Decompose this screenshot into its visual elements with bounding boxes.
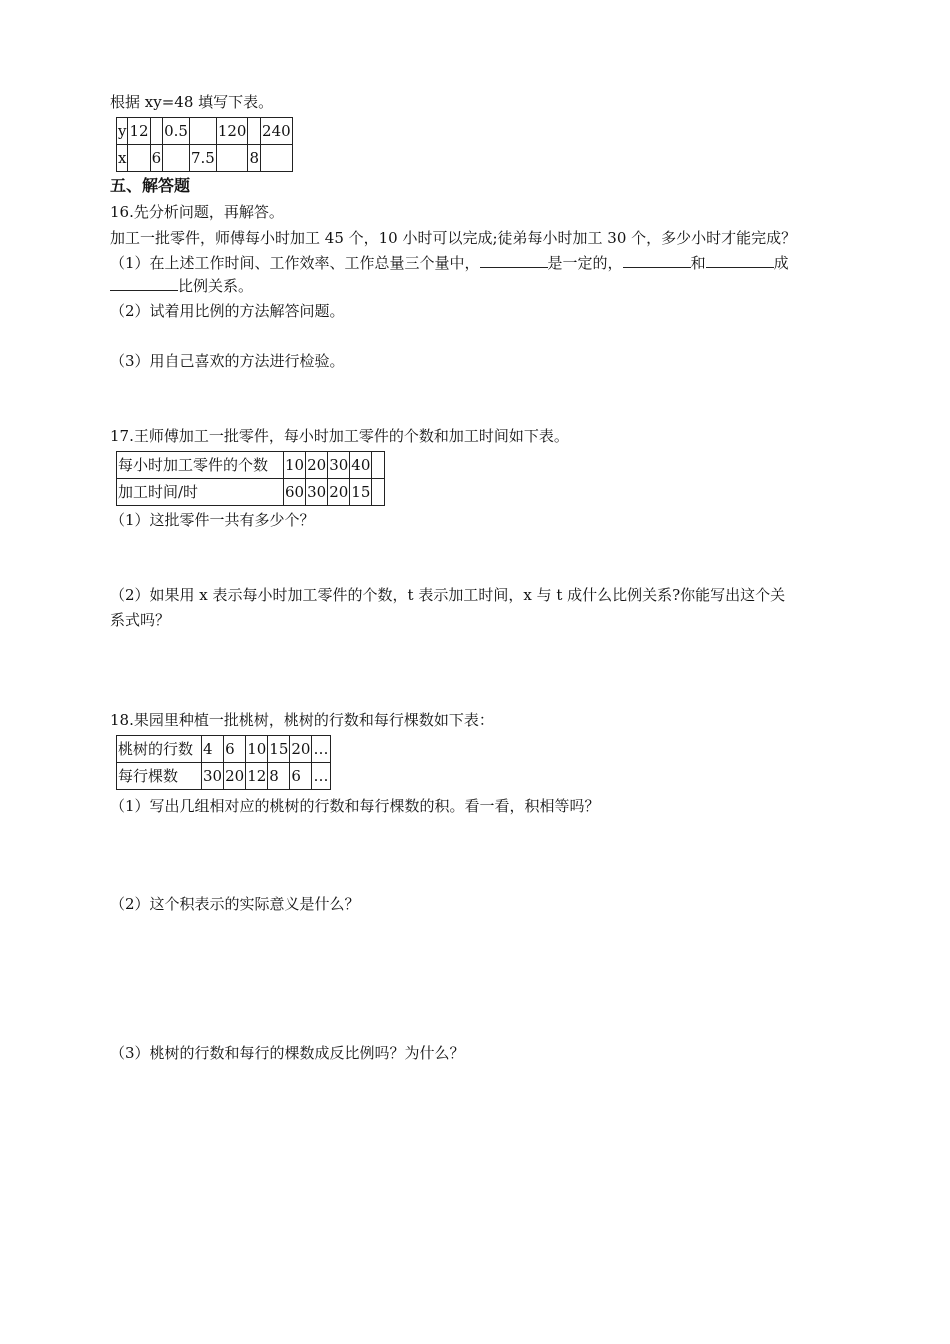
table-cell: 240 bbox=[261, 118, 293, 145]
xy-table bbox=[116, 117, 293, 172]
table-cell bbox=[248, 118, 261, 145]
table-cell: 20 bbox=[306, 452, 328, 479]
table-cell bbox=[261, 145, 293, 172]
table-cell: 每小时加工零件的个数 bbox=[117, 452, 284, 479]
table-cell bbox=[163, 145, 190, 172]
table-cell: 6 bbox=[224, 736, 246, 763]
section-title: 五、解答题 bbox=[110, 176, 191, 195]
table-cell: 6 bbox=[150, 145, 163, 172]
q18-part1: （1）写出几组相对应的桃树的行数和每行棵数的积。看一看，积相等吗？ bbox=[110, 797, 600, 815]
table-cell bbox=[128, 145, 150, 172]
q18-part2: （2）这个积表示的实际意义是什么？ bbox=[110, 895, 360, 913]
table-row bbox=[117, 145, 293, 172]
table-cell: 30 bbox=[306, 479, 328, 506]
table-row bbox=[117, 452, 385, 479]
table-cell bbox=[189, 118, 216, 145]
table-cell: 6 bbox=[290, 763, 312, 790]
q17-title: 17.王师傅加工一批零件，每小时加工零件的个数和加工时间如下表。 bbox=[110, 427, 569, 445]
table-cell: 20 bbox=[328, 479, 350, 506]
q16-part1-text-e: 比例关系。 bbox=[178, 277, 254, 295]
answer-blank[interactable] bbox=[480, 253, 548, 268]
table-cell: x bbox=[117, 145, 128, 172]
table-cell bbox=[216, 145, 248, 172]
q18-table bbox=[116, 735, 331, 790]
table-cell: 加工时间/时 bbox=[117, 479, 284, 506]
q16-problem: 加工一批零件，师傅每小时加工 45 个，10 小时可以完成;徒弟每小时加工 30 个，多少小时才能完成？ bbox=[110, 229, 797, 247]
table-cell: 15 bbox=[268, 736, 290, 763]
table-row bbox=[117, 736, 331, 763]
q16-part1-text-d: 成 bbox=[773, 254, 789, 272]
table-cell: 12 bbox=[246, 763, 268, 790]
q16-part1-text-c: 和 bbox=[690, 254, 706, 272]
table-cell: 10 bbox=[246, 736, 268, 763]
q16-part1-line1 bbox=[110, 253, 789, 273]
answer-blank[interactable] bbox=[110, 276, 178, 291]
table-row bbox=[117, 118, 293, 145]
q17-table bbox=[116, 451, 385, 506]
table-cell: 0.5 bbox=[163, 118, 190, 145]
table-cell: 7.5 bbox=[189, 145, 216, 172]
table-cell: … bbox=[312, 763, 331, 790]
table-cell: 10 bbox=[284, 452, 306, 479]
table-cell: 30 bbox=[202, 763, 224, 790]
intro-text: 根据 xy=48 填写下表。 bbox=[110, 93, 274, 111]
q16-part1-text-a: （1）在上述工作时间、工作效率、工作总量三个量中， bbox=[110, 254, 480, 272]
table-cell: … bbox=[312, 736, 331, 763]
q16-part1-text-b: 是一定的， bbox=[547, 254, 623, 272]
table-cell: y bbox=[117, 118, 128, 145]
table-cell: 8 bbox=[248, 145, 261, 172]
table-cell: 桃树的行数 bbox=[117, 736, 202, 763]
table-cell: 120 bbox=[216, 118, 248, 145]
q16-title: 16.先分析问题，再解答。 bbox=[110, 203, 284, 221]
q17-part2-line1: （2）如果用 x 表示每小时加工零件的个数，t 表示加工时间，x 与 t 成什么比例关系?你能写出这个关 bbox=[110, 586, 786, 604]
q18-title: 18.果园里种植一批桃树，桃树的行数和每行棵数如下表： bbox=[110, 711, 494, 729]
q16-part2: （2）试着用比例的方法解答问题。 bbox=[110, 302, 345, 320]
q18-part3: （3）桃树的行数和每行的棵数成反比例吗？为什么？ bbox=[110, 1044, 465, 1062]
table-cell: 8 bbox=[268, 763, 290, 790]
table-cell: 12 bbox=[128, 118, 150, 145]
table-cell: 30 bbox=[328, 452, 350, 479]
table-cell: 40 bbox=[350, 452, 372, 479]
table-cell bbox=[372, 452, 385, 479]
table-cell: 60 bbox=[284, 479, 306, 506]
table-row bbox=[117, 479, 385, 506]
table-row bbox=[117, 763, 331, 790]
table-cell: 15 bbox=[350, 479, 372, 506]
table-cell: 20 bbox=[290, 736, 312, 763]
table-cell bbox=[372, 479, 385, 506]
table-cell: 4 bbox=[202, 736, 224, 763]
answer-blank[interactable] bbox=[623, 253, 691, 268]
q17-part2-line2: 系式吗？ bbox=[110, 611, 171, 629]
q17-part1: （1）这批零件一共有多少个？ bbox=[110, 511, 315, 529]
answer-blank[interactable] bbox=[706, 253, 774, 268]
q16-part1-line2 bbox=[110, 276, 253, 296]
table-cell: 20 bbox=[224, 763, 246, 790]
table-cell: 每行棵数 bbox=[117, 763, 202, 790]
q16-part3: （3）用自己喜欢的方法进行检验。 bbox=[110, 352, 345, 370]
table-cell bbox=[150, 118, 163, 145]
